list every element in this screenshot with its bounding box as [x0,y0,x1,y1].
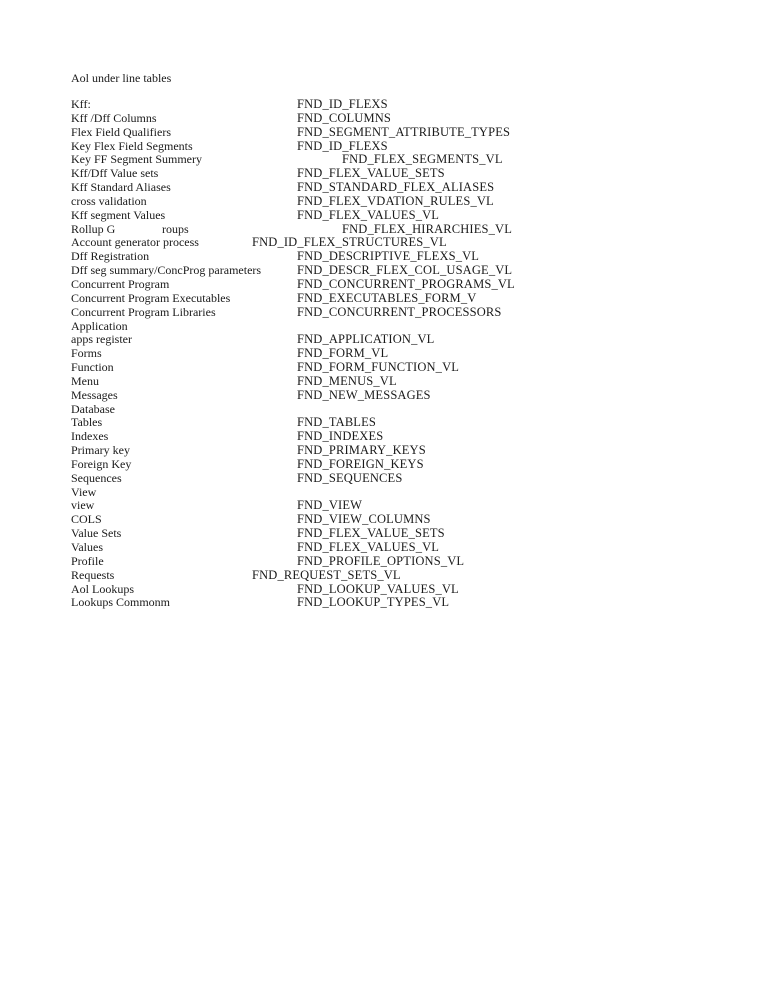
item-label: Concurrent Program [71,276,170,291]
list-item [0,555,768,569]
item-table-name: FND_COLUMNS [297,110,392,125]
item-table-name: FND_SEGMENT_ATTRIBUTE_TYPES [297,124,511,139]
list-item [0,513,768,527]
item-label: Account generator process [71,235,199,250]
item-table-name: FND_VIEW_COLUMNS [297,512,431,527]
list-item [0,458,768,472]
item-table-name: FND_INDEXES [297,429,384,444]
item-table-name: FND_FLEX_VDATION_RULES_VL [297,193,494,208]
item-label: Kff Standard Aliases [71,180,171,195]
item-table-name: FND_STANDARD_FLEX_ALIASES [297,180,495,195]
section-heading-database [0,403,768,417]
item-label: apps register [71,332,132,347]
item-table-name: FND_LOOKUP_TYPES_VL [297,595,450,610]
item-table-name: FND_PROFILE_OPTIONS_VL [297,553,465,568]
item-label: Profile [71,553,104,568]
item-table-name: FND_SEQUENCES [297,470,403,485]
item-table-name: FND_FLEX_VALUE_SETS [297,526,445,541]
item-label: Menu [71,373,99,388]
item-table-name: FND_FLEX_VALUES_VL [297,540,440,554]
item-label: Value Sets [71,526,122,541]
section-heading-label: View [71,484,97,499]
item-label: Sequences [71,470,122,485]
item-label: Indexes [71,429,109,444]
item-label: Tables [71,415,103,430]
item-table-name: FND_CONCURRENT_PROGRAMS_VL [297,276,515,291]
list-item [0,499,768,513]
item-table-name: FND_REQUEST_SETS_VL [252,567,401,582]
item-table-name: FND_ID_FLEXS [297,138,388,153]
list-item [0,112,768,126]
item-table-name: FND_CONCURRENT_PROCESSORS [297,304,502,319]
document-title: Aol under line tables [71,71,172,85]
list-item [0,278,768,292]
item-label: Foreign Key [71,456,132,471]
list-item [0,195,768,209]
list-item [0,430,768,444]
list-item [0,596,768,610]
item-label: Messages [71,387,118,402]
item-label: Kff/Dff Value sets [71,166,159,181]
item-table-name: FND_FLEX_HIRARCHIES_VL [342,221,512,236]
section-heading-label: Application [71,318,128,333]
item-table-name: FND_FLEX_VALUES_VL [297,207,440,222]
list-item [0,306,768,320]
list-item [0,250,768,264]
item-table-name: FND_ID_FLEXS [297,97,388,111]
list-item [0,416,768,430]
item-table-name: FND_FOREIGN_KEYS [297,456,424,471]
item-table-name: FND_NEW_MESSAGES [297,387,431,402]
item-label: Flex Field Qualifiers [71,124,171,139]
list-item [0,140,768,154]
list-item [0,527,768,541]
item-table-name: FND_APPLICATION_VL [297,332,435,347]
list-item [0,209,768,223]
item-table-name: FND_FLEX_VALUE_SETS [297,166,445,181]
item-table-name: FND_LOOKUP_VALUES_VL [297,581,459,596]
list-item [0,361,768,375]
item-label: Primary key [71,443,130,458]
list-item [0,181,768,195]
list-item [0,583,768,597]
list-item [0,292,768,306]
list-item [0,375,768,389]
item-label: Kff /Dff Columns [71,110,157,125]
item-label: cross validation [71,193,147,208]
list-item [0,126,768,140]
item-label: Key Flex Field Segments [71,138,193,153]
item-label: Values [71,540,103,554]
item-table-name: FND_VIEW [297,498,363,513]
item-table-name: FND_FORM_VL [297,346,389,361]
item-table-name: FND_DESCR_FLEX_COL_USAGE_VL [297,263,513,278]
list-item [0,569,768,583]
item-table-name: FND_TABLES [297,415,376,430]
item-table-name: FND_MENUS_VL [297,373,397,388]
list-item [0,347,768,361]
item-label: Lookups Commonm [71,595,171,610]
item-label: view [71,498,95,513]
item-label: Function [71,360,114,375]
item-label: COLS [71,512,102,527]
item-table-name: FND_FORM_FUNCTION_VL [297,360,460,375]
section-heading-view [0,486,768,500]
list-item [0,223,768,237]
item-label: Concurrent Program Executables [71,290,231,305]
item-label: Forms [71,346,102,361]
list-item [0,444,768,458]
item-label: Aol Lookups [71,581,134,596]
item-table-name: FND_DESCRIPTIVE_FLEXS_VL [297,249,480,264]
item-table-name: FND_ID_FLEX_STRUCTURES_VL [252,235,447,250]
list-item [0,98,768,112]
item-label: Requests [71,567,115,582]
list-item [0,472,768,486]
item-table-name: FND_FLEX_SEGMENTS_VL [342,152,503,167]
item-label: Dff Registration [71,249,150,264]
item-label-tail: roups [162,221,189,236]
item-label: Key FF Segment Summery [71,152,202,167]
list-item [0,333,768,347]
list-item [0,167,768,181]
table-mapping-list [0,98,768,610]
item-table-name: FND_PRIMARY_KEYS [297,443,426,458]
list-item [0,236,768,250]
item-label: Kff segment Values [71,207,166,222]
item-label: Kff: [71,97,91,111]
section-heading-label: Database [71,401,115,416]
list-item [0,541,768,555]
list-item [0,264,768,278]
item-table-name: FND_EXECUTABLES_FORM_V [297,290,477,305]
list-item [0,389,768,403]
item-label: Concurrent Program Libraries [71,304,216,319]
item-label: Rollup G [71,221,116,236]
section-heading-application [0,320,768,334]
list-item [0,153,768,167]
item-label: Dff seg summary/ConcProg parameters [71,263,262,278]
